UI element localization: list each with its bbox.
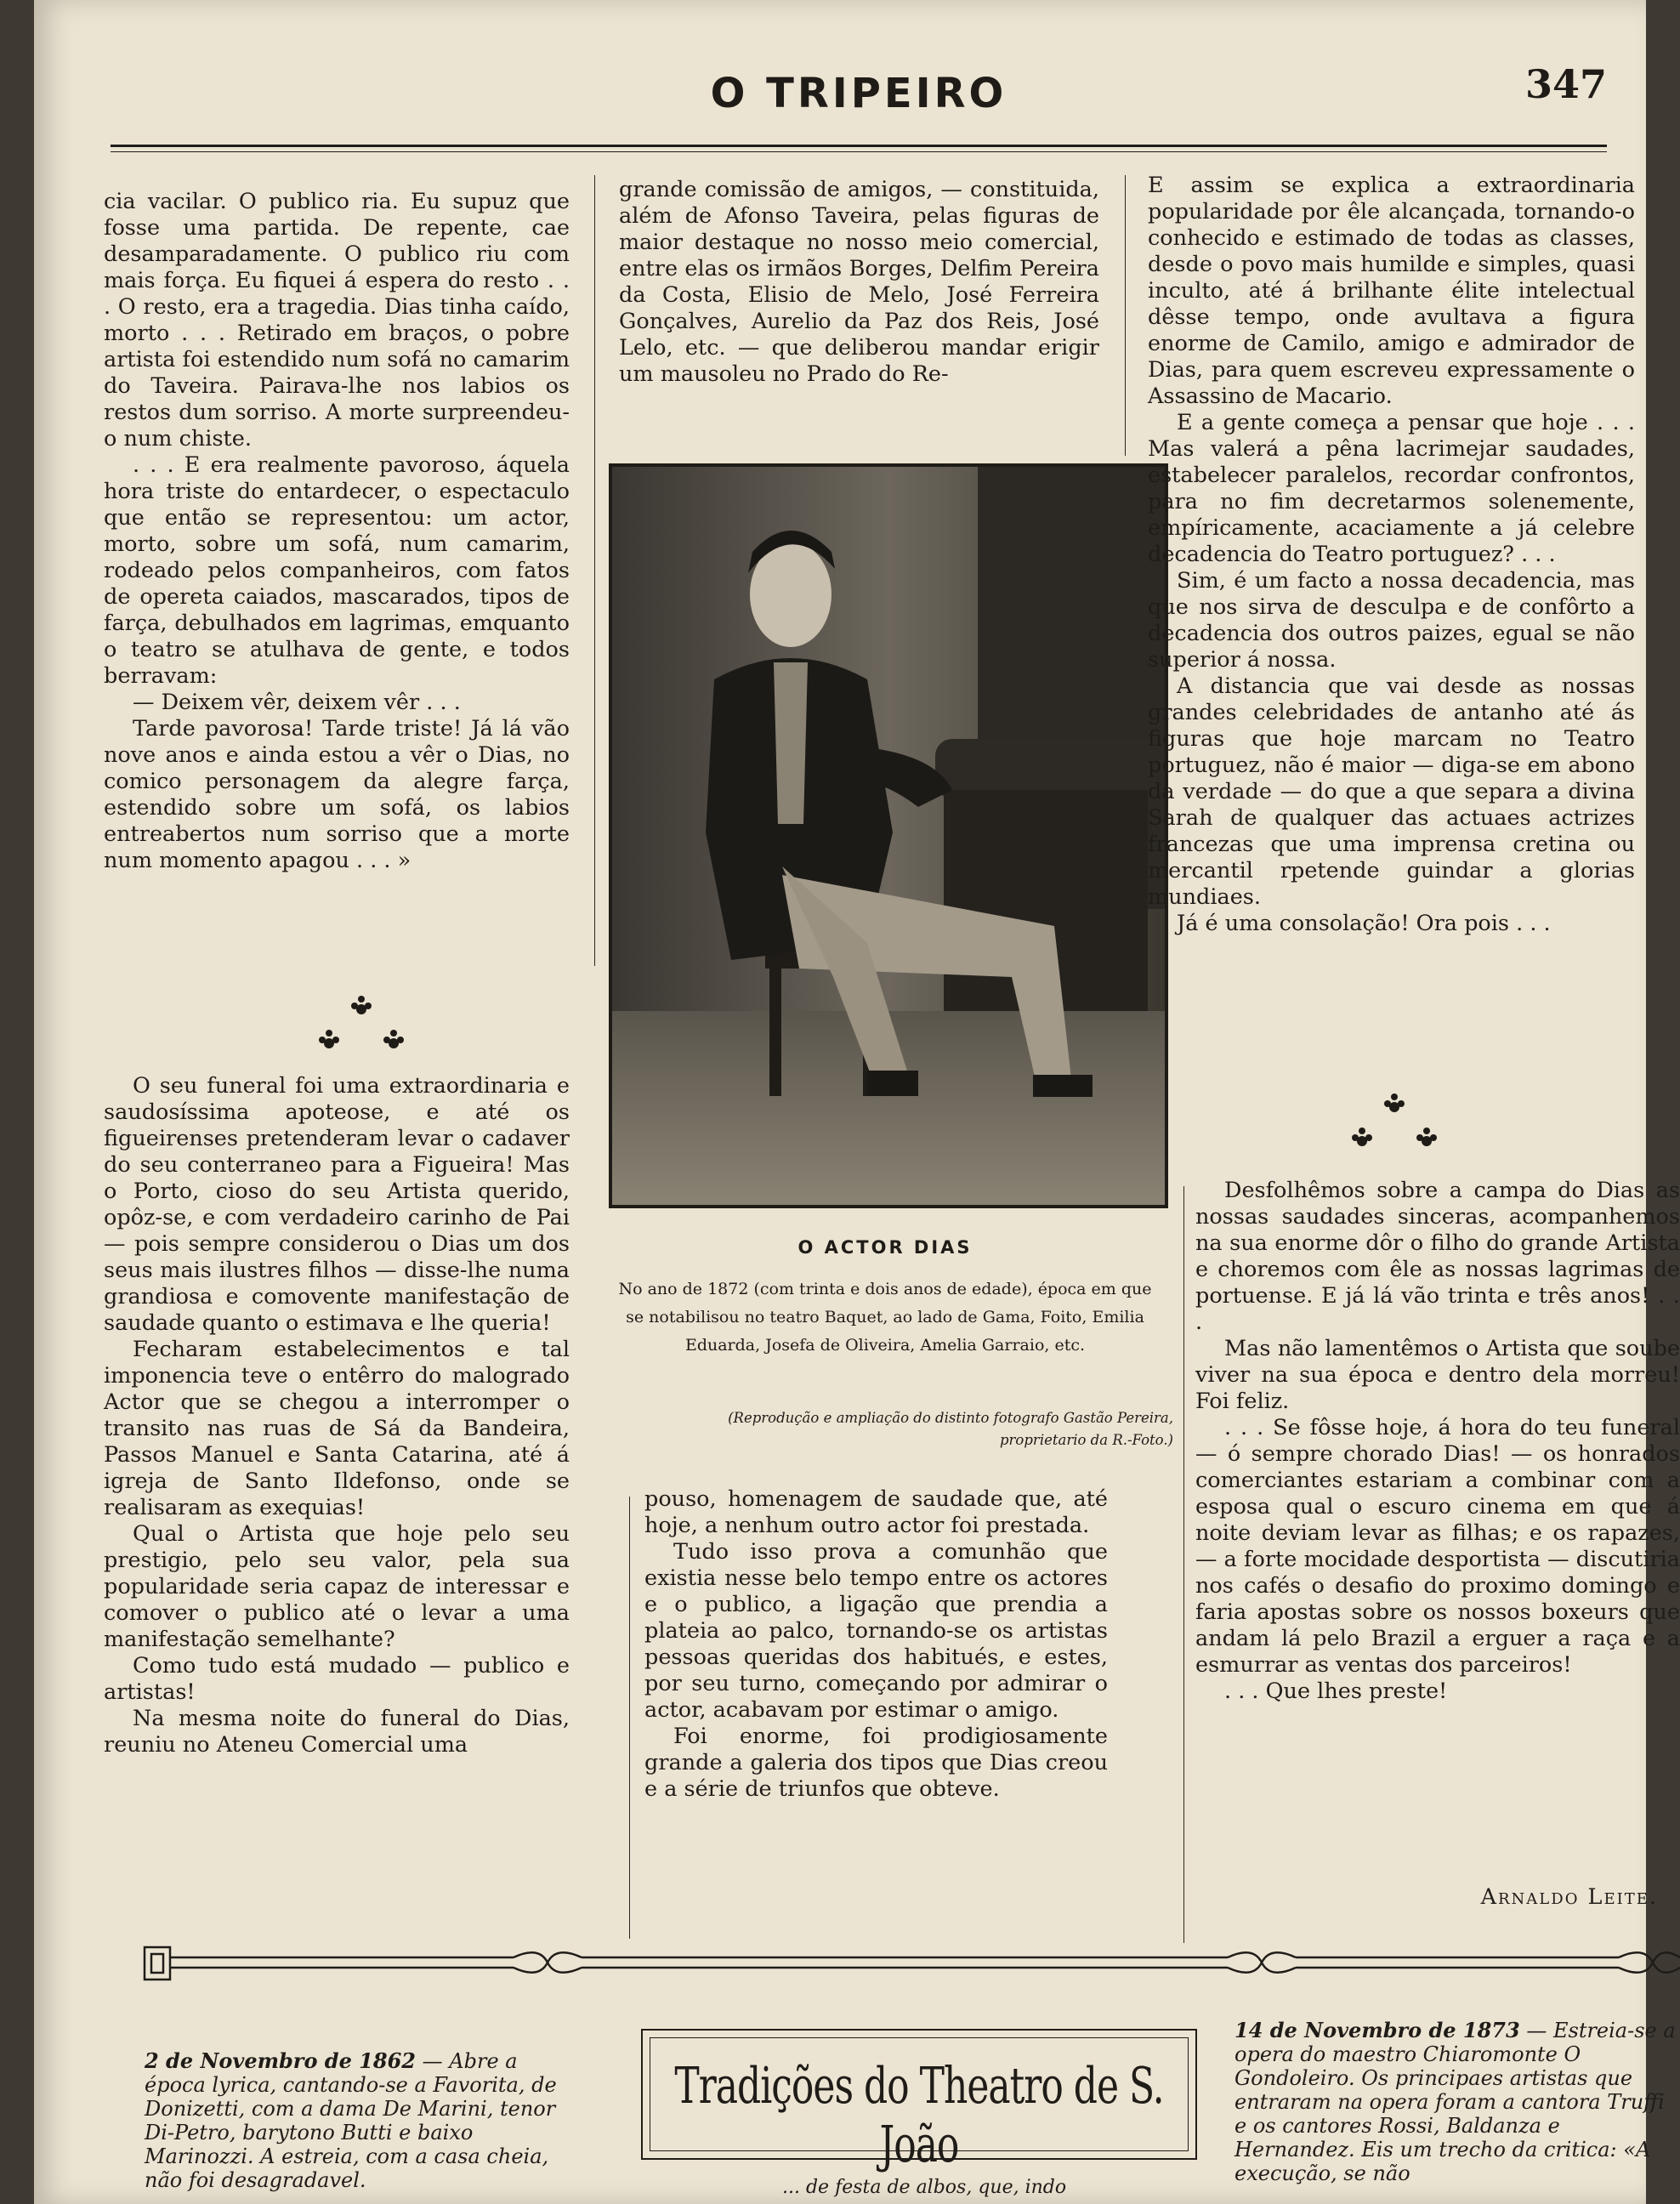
paragraph: . . . Se fôsse hoje, á hora do teu funeral — ó sempre chorado Dias! — os honrados comerciantes estariam a combinar com a esposa qual o escuro cinema em que á noite deviam levar as filhas; e os rapazes, — a forte mocidade desportista — discutiria nos cafés o desafio do proximo domingo e faria apostas sobre os nossos boxeurs que andam lá pelo Brazil a erguer a raça e a esmurrar as ventas dos parceiros!: [1195, 1415, 1680, 1678]
section-ornament: [1343, 1097, 1445, 1165]
paragraph: cia vacilar. O publico ria. Eu supuz que fosse uma partida. De repente, cae desamparadamente. O publico riu com mais força. Eu fiquei á espera do resto . . . O resto, era a tragedia. Dias tinha caído, morto . . . Retirado em braços, o pobre artista foi estendido num sofá no camarim do Taveira. Pairava-lhe nos labios os restos dum sorriso. A morte surpreendeu-o num chiste.: [104, 189, 570, 452]
section-ornament: [310, 999, 412, 1067]
paragraph: Mas não lamentêmos o Artista que soube viver na sua época e dentro dela morreu! Foi feliz.: [1195, 1336, 1680, 1414]
paragraph: E a gente começa a pensar que hoje . . . Mas valerá a pêna lacrimejar saudades, estabelecer paralelos, recordar confrontos, para no fim decretarmos solenemente, empíricamente, acaciamente a já celebre decadencia do Teatro portuguez? . . .: [1148, 410, 1635, 567]
paragraph: . . . E era realmente pavoroso, áquela hora triste do entardecer, o espectaculo que então se representou: um actor, morto, sobre um sofá, num camarim, rodeado pelos companheiros, com fatos de opereta caiados, mascarados, tipos de farça, debulhados em lagrimas, emquanto o teatro se atulhava de gente, e todos berravam:: [104, 452, 570, 689]
photo-caption-title: O ACTOR DIAS: [797, 1237, 973, 1258]
column-3-top: [1148, 173, 1635, 937]
column-divider: [1125, 175, 1126, 456]
paragraph: Fecharam estabelecimentos e tal imponencia teve o entêrro do malogrado Actor que se chegou a interromper o transito nas ruas de Sá da Bandeira, Passos Manuel e Santa Catarina, até á igreja de Santo Ildefonso, onde se realisaram as exequias!: [104, 1337, 570, 1520]
column-divider: [594, 175, 595, 966]
column-1-top: [104, 189, 570, 874]
paragraph: Tarde pavorosa! Tarde triste! Já lá vão nove anos e ainda estou a vêr o Dias, no comico personagem da alegre farça, estendido sobre um sofá, os labios entreabertos num sorriso que a morte num momento apagou . . . »: [104, 716, 570, 873]
paragraph: Tudo isso prova a comunhão que existia nesse belo tempo entre os actores e o publico, a ligação que prendia a plateia ao palco, tornando-se os artistas pessoas queridas dos habitués, e estes, por seu turno, começando por admirar o actor, acabavam por estimar o amigo.: [644, 1539, 1108, 1723]
portrait-illustration: [612, 467, 1165, 1205]
paragraph: . . . Que lhes preste!: [1224, 1679, 1448, 1704]
column-2-top: [619, 177, 1099, 388]
paragraph: — Deixem vêr, deixem vêr . . .: [133, 690, 461, 715]
footer-text: — Abre a época lyrica, cantando-se a Favorita, de Donizetti, com a dama De Marini, tenor Di-Petro, barytono Butti e baixo Marinozzi. A estreia, com a casa cheia, não foi desagradavel.: [145, 2049, 557, 2192]
column-divider: [629, 1497, 630, 1939]
masthead: O TRIPEIRO: [710, 70, 1007, 117]
section-title-box: [641, 2029, 1197, 2174]
paragraph: Na mesma noite do funeral do Dias, reuniu no Ateneu Comercial uma: [104, 1706, 570, 1758]
author-signature: Arnaldo Leite.: [1480, 1884, 1658, 1910]
paragraph: A distancia que vai desde as nossas grandes celebridades de antanho até ás figuras que hoje marcam no Teatro portuguez, não é maior — diga-se em abono da verdade — do que a que separa a divina Sarah de qualquer das actuaes actrizes francezas que uma imprensa cretina ou mercantil rpetende guindar a glorias mundiaes.: [1148, 673, 1635, 910]
section-title: Tradições do Theatro de S. João: [674, 2057, 1164, 2174]
paragraph: O seu funeral foi uma extraordinaria e saudosíssima apoteose, e até os figueirenses pretenderam levar o cadaver do seu conterraneo para a Figueira! Mas o Porto, cioso do seu Artista querido, opôz-se, e com verdadeiro carinho de Pai — pois sempre considerou o Dias um dos seus mais ilustres filhos — disse-lhe numa grandiosa e comovente manifestação de saudade quanto o estimava e lhe queria!: [104, 1073, 570, 1336]
column-3-bottom: [1195, 1178, 1680, 1705]
page-header: [111, 61, 1607, 146]
paragraph: E assim se explica a extraordinaria popularidade por êle alcançada, tornando-o conhecido e estimado de todas as classes, desde o povo mais humilde e simples, quasi inculto, até á brilhante élite intelectual dêsse tempo, onde avultava a figura enorme de Camilo, amigo e admirador de Dias, para quem escreveu expressamente o Assassino de Macario.: [1148, 173, 1635, 409]
paragraph: grande comissão de amigos, — constituida, além de Afonso Taveira, pelas figuras de maior destaque no nosso meio comercial, entre elas os irmãos Borges, Delfim Pereira da Costa, Elisio de Melo, José Ferreira Gonçalves, Aurelio da Paz dos Reis, José Lelo, etc. — que deliberou mandar erigir um mausoleu no Prado do Re-: [619, 177, 1099, 387]
footer-text: — Estreia-se a opera do maestro Chiaromonte O Gondoleiro. Os principaes artistas que entraram na opera foram a cantora Truffi e os cantores Rossi, Baldanza e Hernandez. Eis um trecho da critica: «A execução, se não: [1234, 2019, 1676, 2185]
paragraph: Qual o Artista que hoje pelo seu prestigio, pelo seu valor, pela sua popularidade seria capaz de interessar e comover o publico até o levar a uma manifestação semelhante?: [104, 1521, 570, 1652]
header-rule-thin: [111, 151, 1607, 152]
paragraph: pouso, homenagem de saudade que, até hoje, a nenhum outro actor foi prestada.: [644, 1486, 1108, 1538]
photo-caption: No ano de 1872 (com trinta e dois anos de edade), época em que se notabilisou no teatro Baquet, ao lado de Gama, Foito, Emilia Eduarda, Josefa de Oliveira, Amelia Garraio, etc.: [618, 1280, 1152, 1355]
photo-credit: (Reprodução e ampliação do distinto fotografo Gastão Pereira, proprietario da R.-Foto.): [728, 1410, 1173, 1448]
paragraph: Sim, é um facto a nossa decadencia, mas que nos sirva de desculpa e de confôrto a decadencia dos outros paizes, egual se não superior á nossa.: [1148, 568, 1635, 673]
paragraph: Foi enorme, foi prodigiosamente grande a galeria dos tipos que Dias creou e a série de triunfos que obteve.: [644, 1724, 1108, 1802]
paragraph: Já é uma consolação! Ora pois . . .: [1177, 911, 1551, 936]
footer-date: 2 de Novembro de 1862: [145, 2048, 417, 2073]
footer-entry-1862: [145, 2049, 570, 2192]
header-rule: [111, 145, 1607, 147]
section-title-frame: [650, 2037, 1189, 2174]
column-2-bottom: [644, 1486, 1108, 1803]
footer-date: 14 de Novembro de 1873: [1234, 2018, 1520, 2042]
paragraph: Desfolhêmos sobre a campa do Dias as nossas saudades sinceras, acompanhemos na sua enorme dôr o filho do grande Artista e choremos com êle as nossas lagrimas de portuense. E já lá vão trinta e três anos! . . .: [1195, 1178, 1680, 1335]
page-number: 347: [1524, 61, 1607, 107]
column-1-bottom: [104, 1073, 570, 1758]
paragraph: Como tudo está mudado — publico e artistas!: [104, 1653, 570, 1705]
column-divider: [1183, 1186, 1184, 1943]
newspaper-page: [34, 0, 1680, 2204]
footer-continuation: ... de festa de albos, que, indo: [782, 2177, 1067, 2198]
decorative-border: [139, 1928, 1680, 1988]
footer-entry-1873: [1234, 2019, 1680, 2185]
actor-portrait-photo: [609, 463, 1168, 1208]
